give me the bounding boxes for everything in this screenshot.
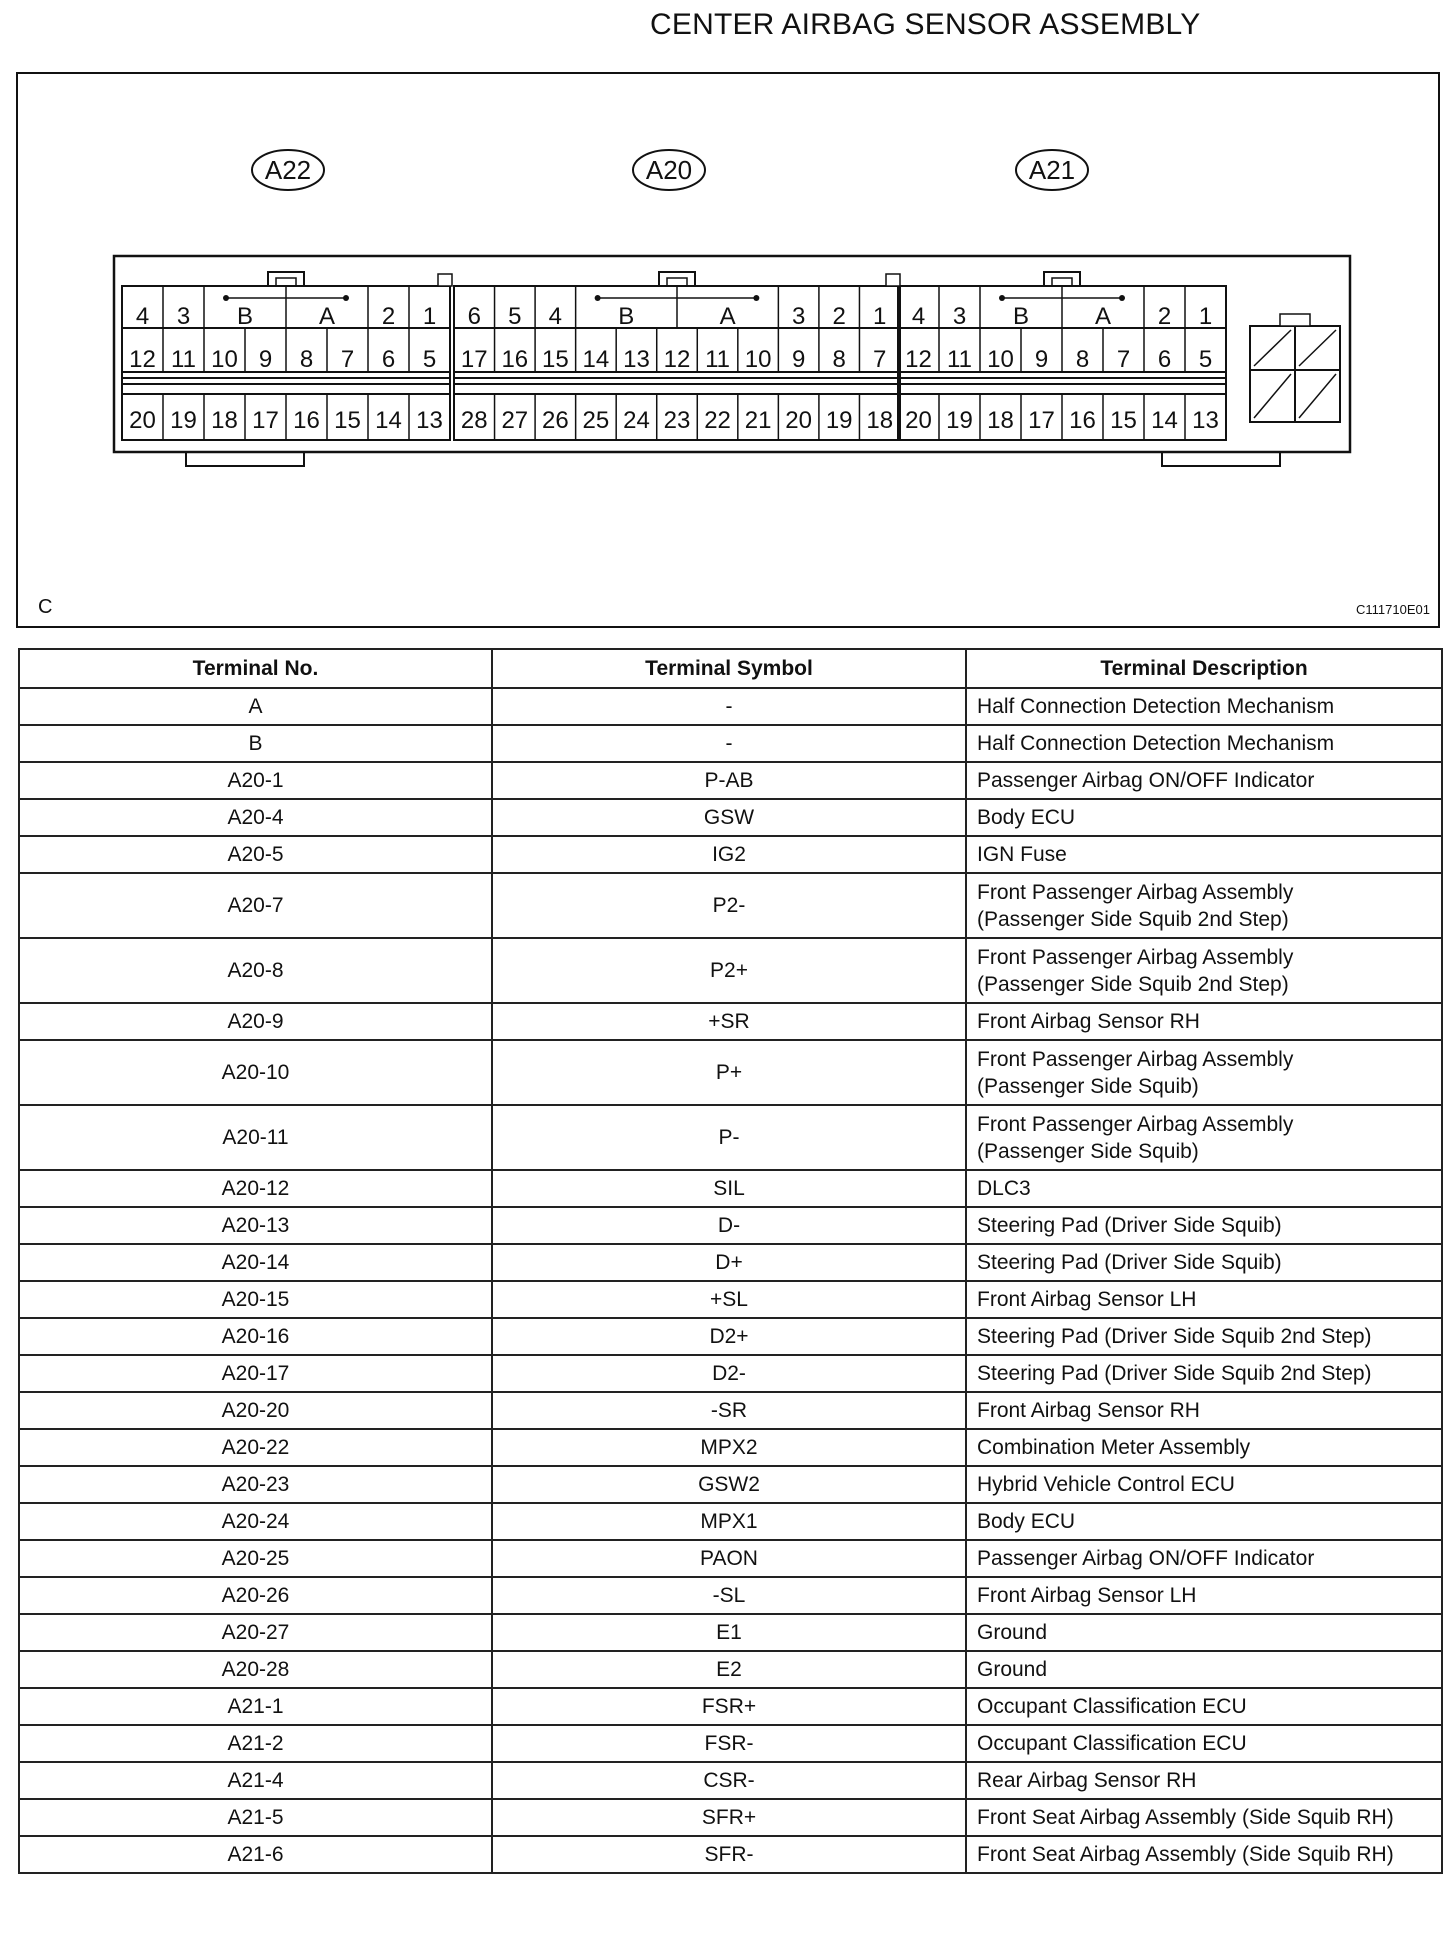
terminal-no-cell: A20-1 — [19, 762, 492, 799]
pin-number: 6 — [381, 346, 396, 373]
pin-number: 1 — [422, 303, 437, 330]
terminal-description-cell: Steering Pad (Driver Side Squib) — [966, 1244, 1442, 1281]
terminal-no-cell: A20-23 — [19, 1466, 492, 1503]
terminal-no-cell: A20-28 — [19, 1651, 492, 1688]
pin-number: 12 — [663, 346, 691, 373]
table-row — [19, 1040, 1442, 1105]
terminal-symbol-cell: +SL — [492, 1281, 966, 1318]
pin-number: 9 — [791, 346, 806, 373]
terminal-symbol-cell: MPX2 — [492, 1429, 966, 1466]
pin-number: 11 — [171, 346, 196, 373]
page-title: CENTER AIRBAG SENSOR ASSEMBLY — [650, 8, 1201, 41]
pin-number: 13 — [623, 346, 650, 373]
connector-latch — [659, 272, 695, 286]
terminal-symbol-cell: CSR- — [492, 1762, 966, 1799]
terminal-no-cell: A20-24 — [19, 1503, 492, 1540]
terminal-no-cell: A20-20 — [19, 1392, 492, 1429]
pin-number: 15 — [334, 407, 361, 434]
pin-number: 28 — [460, 407, 488, 434]
pin-number: 13 — [1192, 407, 1219, 434]
terminal-description-cell: Hybrid Vehicle Control ECU — [966, 1466, 1442, 1503]
connector-drawing — [18, 74, 1438, 626]
pin-number: 8 — [1075, 346, 1090, 373]
terminal-no-cell: A21-5 — [19, 1799, 492, 1836]
terminal-description-cell: Front Seat Airbag Assembly (Side Squib RH) — [966, 1799, 1442, 1836]
terminal-symbol-cell: -SL — [492, 1577, 966, 1614]
terminal-no-cell: A20-17 — [19, 1355, 492, 1392]
table-row — [19, 1577, 1442, 1614]
pin-number: 19 — [946, 407, 973, 434]
pin-number: 17 — [460, 346, 488, 373]
pin-number: 1 — [873, 303, 887, 330]
ground-terminal-hatch — [1254, 374, 1291, 418]
header-terminal-symbol: Terminal Symbol — [492, 649, 966, 688]
terminal-description-cell: Steering Pad (Driver Side Squib 2nd Step) — [966, 1318, 1442, 1355]
terminal-symbol-cell: SIL — [492, 1170, 966, 1207]
terminal-no-cell: A20-10 — [19, 1040, 492, 1105]
pin-number: 15 — [542, 346, 569, 373]
pin-number: 12 — [905, 346, 932, 373]
terminal-symbol-cell: E2 — [492, 1651, 966, 1688]
terminal-symbol-cell: P2- — [492, 873, 966, 938]
pin-number: 10 — [744, 346, 772, 373]
table-row — [19, 1207, 1442, 1244]
table-row — [19, 1392, 1442, 1429]
terminal-description-cell: Rear Airbag Sensor RH — [966, 1762, 1442, 1799]
terminal-table — [18, 648, 1443, 1874]
pin-number: 11 — [947, 346, 972, 373]
terminal-description-cell: Front Seat Airbag Assembly (Side Squib RH) — [966, 1836, 1442, 1873]
figure-corner-letter: C — [38, 596, 53, 618]
terminal-description-cell: Front Passenger Airbag Assembly (Passenger Side Squib) — [966, 1105, 1442, 1170]
table-row — [19, 1614, 1442, 1651]
table-row — [19, 873, 1442, 938]
terminal-symbol-cell: FSR+ — [492, 1688, 966, 1725]
terminal-no-cell: A20-15 — [19, 1281, 492, 1318]
pin-number: 7 — [1116, 346, 1131, 373]
terminal-description-cell: Front Passenger Airbag Assembly (Passenger Side Squib 2nd Step) — [966, 873, 1442, 938]
mounting-foot-left — [186, 452, 304, 466]
pin-number: 11 — [705, 346, 731, 373]
terminal-symbol-cell: P+ — [492, 1040, 966, 1105]
terminal-description-cell: Body ECU — [966, 1503, 1442, 1540]
pin-number: 17 — [252, 407, 279, 434]
shorting-bar-dot — [595, 295, 601, 301]
terminal-symbol-cell: D2+ — [492, 1318, 966, 1355]
table-row — [19, 836, 1442, 873]
pin-number: 6 — [467, 303, 481, 330]
connector-latch — [268, 272, 304, 286]
pin-number: 8 — [832, 346, 846, 373]
header-terminal-description: Terminal Description — [966, 649, 1442, 688]
pin-number: B — [618, 303, 635, 330]
table-row — [19, 1836, 1442, 1873]
pin-number: 21 — [744, 407, 772, 434]
ground-terminal-hatch — [1254, 330, 1291, 366]
table-row — [19, 1466, 1442, 1503]
connector-diagram — [16, 72, 1440, 628]
table-row — [19, 1429, 1442, 1466]
pin-number: 3 — [791, 303, 806, 330]
terminal-symbol-cell: GSW — [492, 799, 966, 836]
pin-number: 14 — [582, 346, 610, 373]
terminal-description-cell: IGN Fuse — [966, 836, 1442, 873]
pin-number: 10 — [987, 346, 1014, 373]
pin-number: B — [1012, 303, 1030, 330]
terminal-symbol-cell: SFR- — [492, 1836, 966, 1873]
pin-number: A — [1094, 303, 1112, 330]
pin-number: 20 — [785, 407, 812, 434]
terminal-description-cell: Front Airbag Sensor RH — [966, 1392, 1442, 1429]
pin-number: A — [719, 303, 736, 330]
terminal-description-cell: Front Passenger Airbag Assembly (Passenger Side Squib) — [966, 1040, 1442, 1105]
pin-number: A — [318, 303, 336, 330]
pin-number: 20 — [905, 407, 932, 434]
pin-number: 20 — [129, 407, 156, 434]
shorting-bar-dot — [753, 295, 759, 301]
terminal-symbol-cell: SFR+ — [492, 1799, 966, 1836]
pin-number: 26 — [542, 407, 569, 434]
terminal-no-cell: A20-11 — [19, 1105, 492, 1170]
pin-number: 8 — [299, 346, 314, 373]
terminal-symbol-cell: D+ — [492, 1244, 966, 1281]
terminal-symbol-cell: -SR — [492, 1392, 966, 1429]
pin-number: 7 — [873, 346, 887, 373]
pin-number: 4 — [911, 303, 926, 330]
terminal-no-cell: A20-26 — [19, 1577, 492, 1614]
pin-number: 18 — [211, 407, 238, 434]
shorting-bar-dot — [999, 295, 1005, 301]
terminal-symbol-cell: IG2 — [492, 836, 966, 873]
pin-number: 2 — [381, 303, 396, 330]
terminal-description-cell: Occupant Classification ECU — [966, 1725, 1442, 1762]
table-row — [19, 1688, 1442, 1725]
pin-number: 2 — [1157, 303, 1172, 330]
pin-number: 2 — [832, 303, 846, 330]
pin-number: 3 — [176, 303, 191, 330]
pin-number: 7 — [340, 346, 355, 373]
pin-number: 18 — [866, 407, 894, 434]
ground-terminal-hatch — [1299, 330, 1336, 366]
table-row — [19, 1725, 1442, 1762]
pin-number: 19 — [170, 407, 197, 434]
connector-label: A21 — [1028, 155, 1076, 185]
terminal-description-cell: Steering Pad (Driver Side Squib) — [966, 1207, 1442, 1244]
terminal-no-cell: A21-6 — [19, 1836, 492, 1873]
table-row — [19, 1281, 1442, 1318]
table-row — [19, 1244, 1442, 1281]
terminal-no-cell: A — [19, 688, 492, 725]
pin-number: 3 — [952, 303, 967, 330]
terminal-symbol-cell: - — [492, 725, 966, 762]
terminal-symbol-cell: MPX1 — [492, 1503, 966, 1540]
terminal-symbol-cell: D- — [492, 1207, 966, 1244]
terminal-symbol-cell: - — [492, 688, 966, 725]
mounting-foot-right — [1162, 452, 1280, 466]
connector-tab — [438, 274, 452, 286]
pin-number: 4 — [548, 303, 563, 330]
pin-number: 16 — [1069, 407, 1096, 434]
pin-number: B — [236, 303, 254, 330]
table-row — [19, 1170, 1442, 1207]
shorting-bar-dot — [223, 295, 229, 301]
pin-number: 16 — [293, 407, 320, 434]
connector-label: A20 — [645, 155, 693, 185]
pin-number: 23 — [663, 407, 691, 434]
terminal-no-cell: A20-5 — [19, 836, 492, 873]
table-row — [19, 799, 1442, 836]
terminal-symbol-cell: D2- — [492, 1355, 966, 1392]
terminal-description-cell: Half Connection Detection Mechanism — [966, 688, 1442, 725]
table-row — [19, 725, 1442, 762]
terminal-no-cell: A20-22 — [19, 1429, 492, 1466]
pin-number: 27 — [501, 407, 529, 434]
terminal-symbol-cell: FSR- — [492, 1725, 966, 1762]
terminal-no-cell: A21-2 — [19, 1725, 492, 1762]
terminal-description-cell: Passenger Airbag ON/OFF Indicator — [966, 1540, 1442, 1577]
pin-number: 1 — [1198, 303, 1213, 330]
ground-terminal-hatch — [1299, 374, 1336, 418]
pin-number: 4 — [135, 303, 150, 330]
terminal-symbol-cell: GSW2 — [492, 1466, 966, 1503]
terminal-symbol-cell: +SR — [492, 1003, 966, 1040]
table-row — [19, 1799, 1442, 1836]
terminal-no-cell: A21-1 — [19, 1688, 492, 1725]
pin-number: 9 — [258, 346, 273, 373]
terminal-no-cell: A20-13 — [19, 1207, 492, 1244]
shorting-bar-dot — [1119, 295, 1125, 301]
table-row — [19, 1503, 1442, 1540]
terminal-description-cell: Front Airbag Sensor LH — [966, 1281, 1442, 1318]
ground-terminal-latch — [1280, 314, 1310, 326]
table-row — [19, 1105, 1442, 1170]
pin-number: 25 — [582, 407, 610, 434]
header-terminal-no: Terminal No. — [19, 649, 492, 688]
table-row — [19, 1355, 1442, 1392]
terminal-no-cell: A20-25 — [19, 1540, 492, 1577]
table-row — [19, 1651, 1442, 1688]
terminal-no-cell: A20-7 — [19, 873, 492, 938]
terminal-no-cell: A21-4 — [19, 1762, 492, 1799]
pin-number: 13 — [416, 407, 443, 434]
terminal-description-cell: Front Passenger Airbag Assembly (Passenger Side Squib 2nd Step) — [966, 938, 1442, 1003]
table-row — [19, 1318, 1442, 1355]
connector-latch — [1044, 272, 1080, 286]
terminal-no-cell: A20-9 — [19, 1003, 492, 1040]
pin-number: 14 — [375, 407, 402, 434]
terminal-no-cell: A20-27 — [19, 1614, 492, 1651]
pin-number: 17 — [1028, 407, 1055, 434]
terminal-description-cell: Half Connection Detection Mechanism — [966, 725, 1442, 762]
terminal-no-cell: A20-16 — [19, 1318, 492, 1355]
terminal-no-cell: A20-12 — [19, 1170, 492, 1207]
terminal-symbol-cell: P- — [492, 1105, 966, 1170]
pin-number: 16 — [501, 346, 529, 373]
terminal-description-cell: Passenger Airbag ON/OFF Indicator — [966, 762, 1442, 799]
terminal-no-cell: B — [19, 725, 492, 762]
table-row — [19, 1003, 1442, 1040]
figure-code: C111710E01 — [1356, 602, 1430, 617]
pin-number: 14 — [1151, 407, 1178, 434]
table-header-row — [19, 649, 1442, 688]
terminal-description-cell: Combination Meter Assembly — [966, 1429, 1442, 1466]
table-row — [19, 1540, 1442, 1577]
pin-number: 10 — [211, 346, 238, 373]
terminal-description-cell: Front Airbag Sensor RH — [966, 1003, 1442, 1040]
terminal-description-cell: Ground — [966, 1651, 1442, 1688]
table-row — [19, 1762, 1442, 1799]
terminal-symbol-cell: P-AB — [492, 762, 966, 799]
terminal-description-cell: Steering Pad (Driver Side Squib 2nd Step) — [966, 1355, 1442, 1392]
pin-number: 24 — [623, 407, 650, 434]
terminal-no-cell: A20-8 — [19, 938, 492, 1003]
table-row — [19, 938, 1442, 1003]
pin-number: 5 — [422, 346, 437, 373]
terminal-description-cell: Front Airbag Sensor LH — [966, 1577, 1442, 1614]
pin-number: 6 — [1157, 346, 1172, 373]
pin-number: 18 — [987, 407, 1014, 434]
connector-label: A22 — [264, 155, 312, 185]
table-row — [19, 762, 1442, 799]
terminal-symbol-cell: P2+ — [492, 938, 966, 1003]
terminal-description-cell: Body ECU — [966, 799, 1442, 836]
terminal-symbol-cell: PAON — [492, 1540, 966, 1577]
pin-number: 9 — [1034, 346, 1049, 373]
pin-number: 12 — [129, 346, 156, 373]
terminal-description-cell: Occupant Classification ECU — [966, 1688, 1442, 1725]
terminal-description-cell: DLC3 — [966, 1170, 1442, 1207]
pin-number: 15 — [1110, 407, 1137, 434]
terminal-symbol-cell: E1 — [492, 1614, 966, 1651]
connector-tab — [886, 274, 900, 286]
terminal-no-cell: A20-14 — [19, 1244, 492, 1281]
shorting-bar-dot — [343, 295, 349, 301]
pin-number: 5 — [1198, 346, 1213, 373]
table-row — [19, 688, 1442, 725]
pin-number: 22 — [704, 407, 731, 434]
pin-number: 19 — [825, 407, 853, 434]
terminal-no-cell: A20-4 — [19, 799, 492, 836]
pin-number: 5 — [508, 303, 522, 330]
terminal-description-cell: Ground — [966, 1614, 1442, 1651]
